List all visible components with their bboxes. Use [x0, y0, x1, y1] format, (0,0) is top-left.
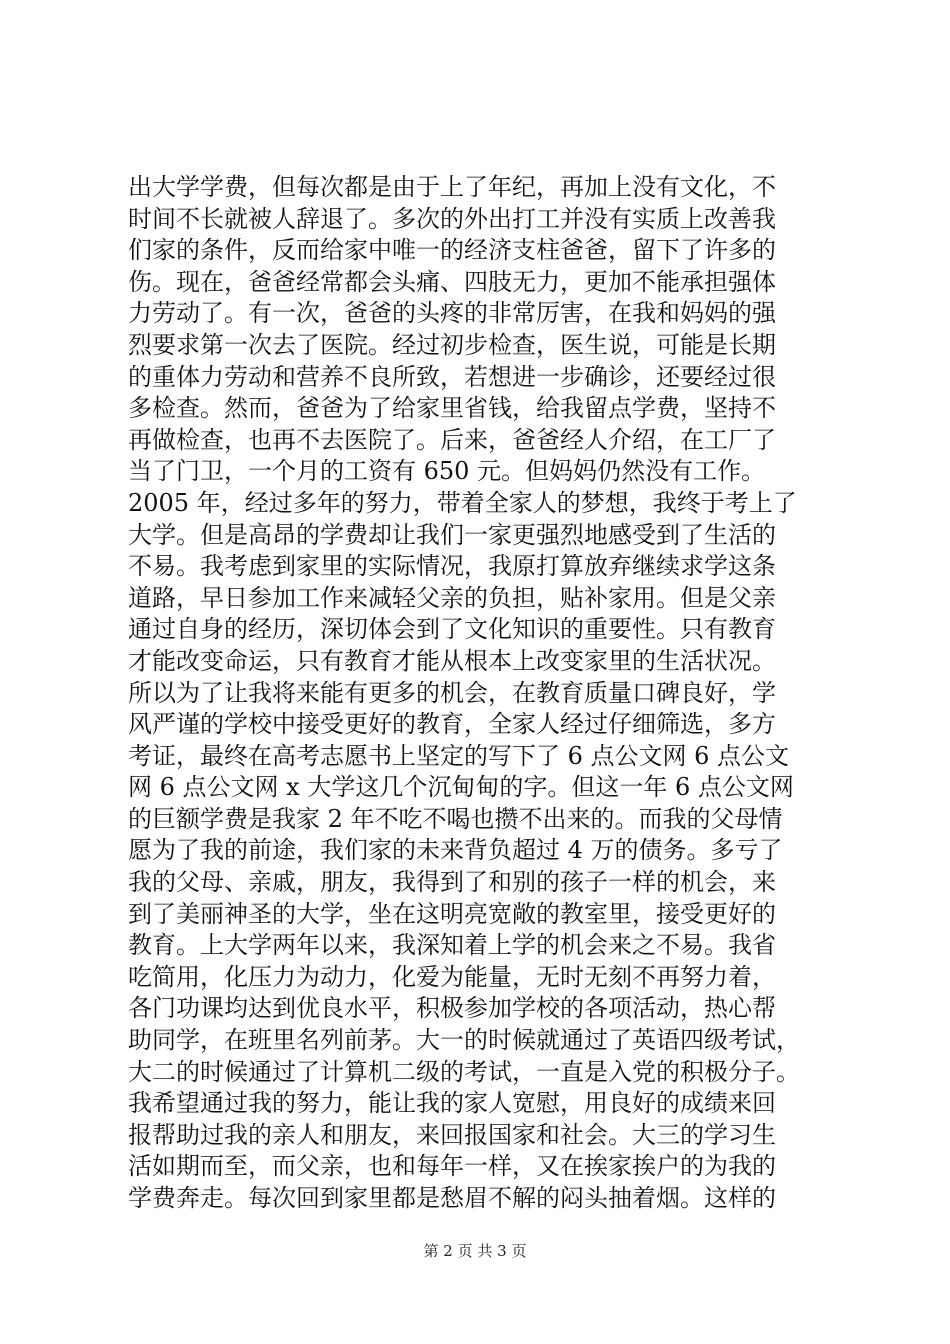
text-line: 考证，最终在高考志愿书上坚定的写下了 6 点公文网 6 点公文	[128, 741, 790, 770]
text-line: 大学。但是高昂的学费却让我们一家更强烈地感受到了生活的	[128, 520, 776, 549]
text-line: 助同学，在班里名列前茅。大一的时候就通过了英语四级考试，	[128, 1026, 800, 1055]
text-line: 们家的条件，反而给家中唯一的经济支柱爸爸，留下了许多的	[128, 236, 776, 265]
text-line: 2005 年，经过多年的努力，带着全家人的梦想，我终于考上了	[128, 488, 797, 517]
text-line: 出大学学费，但每次都是由于上了年纪，再加上没有文化，不	[128, 173, 776, 201]
text-line: 网 6 点公文网 x 大学这几个沉甸甸的字。但这一年 6 点公文网	[128, 773, 794, 802]
text-line: 时间不长就被人辞退了。多次的外出打工并没有实质上改善我	[128, 204, 776, 233]
text-line: 各门功课均达到优良水平，积极参加学校的各项活动，热心帮	[128, 994, 776, 1023]
page-number-footer: 第 2 页 共 3 页	[423, 1242, 527, 1260]
text-line: 不易。我考虑到家里的实际情况，我原打算放弃继续求学这条	[128, 552, 776, 581]
text-line: 报帮助过我的亲人和朋友，来回报国家和社会。大三的学习生	[128, 1120, 776, 1149]
text-line: 才能改变命运，只有教育才能从根本上改变家里的生活状况。	[128, 646, 776, 675]
text-line: 道路，早日参加工作来减轻父亲的负担，贴补家用。但是父亲	[128, 583, 776, 612]
text-line: 教育。上大学两年以来，我深知着上学的机会来之不易。我省	[128, 931, 776, 960]
text-line: 学费奔走。每次回到家里都是愁眉不解的闷头抽着烟。这样的	[128, 1184, 776, 1212]
text-line: 活如期而至，而父亲，也和每年一样，又在挨家挨户的为我的	[128, 1152, 776, 1181]
text-line: 吃简用，化压力为动力，化爱为能量，无时无刻不再努力着，	[128, 962, 776, 991]
text-line: 力劳动了。有一次，爸爸的头疼的非常厉害，在我和妈妈的强	[128, 299, 776, 328]
text-line: 的重体力劳动和营养不良所致，若想进一步确诊，还要经过很	[128, 362, 776, 391]
text-line: 风严谨的学校中接受更好的教育，全家人经过仔细筛选，多方	[128, 710, 776, 739]
text-line: 的巨额学费是我家 2 年不吃不喝也攒不出来的。而我的父母情	[128, 804, 783, 833]
text-line: 再做检查，也再不去医院了。后来，爸爸经人介绍，在工厂了	[128, 425, 776, 454]
text-line: 愿为了我的前途，我们家的未来背负超过 4 万的债务。多亏了	[128, 836, 783, 865]
text-line: 大二的时候通过了计算机二级的考试，一直是入党的积极分子。	[128, 1057, 800, 1086]
text-line: 当了门卫，一个月的工资有 650 元。但妈妈仍然没有工作。	[128, 457, 766, 486]
text-line: 通过自身的经历，深切体会到了文化知识的重要性。只有教育	[128, 615, 776, 644]
text-line: 我的父母、亲戚，朋友，我得到了和别的孩子一样的机会，来	[128, 868, 776, 897]
body-text	[128, 172, 848, 1215]
text-line: 伤。现在，爸爸经常都会头痛、四肢无力，更加不能承担强体	[128, 267, 776, 296]
text-line: 多检查。然而，爸爸为了给家里省钱，给我留点学费，坚持不	[128, 394, 776, 423]
text-line: 到了美丽神圣的大学，坐在这明亮宽敞的教室里，接受更好的	[128, 899, 776, 928]
text-line: 所以为了让我将来能有更多的机会，在教育质量口碑良好，学	[128, 678, 776, 707]
text-line: 我希望通过我的努力，能让我的家人宽慰，用良好的成绩来回	[128, 1089, 776, 1118]
text-line: 烈要求第一次去了医院。经过初步检查，医生说，可能是长期	[128, 330, 776, 359]
